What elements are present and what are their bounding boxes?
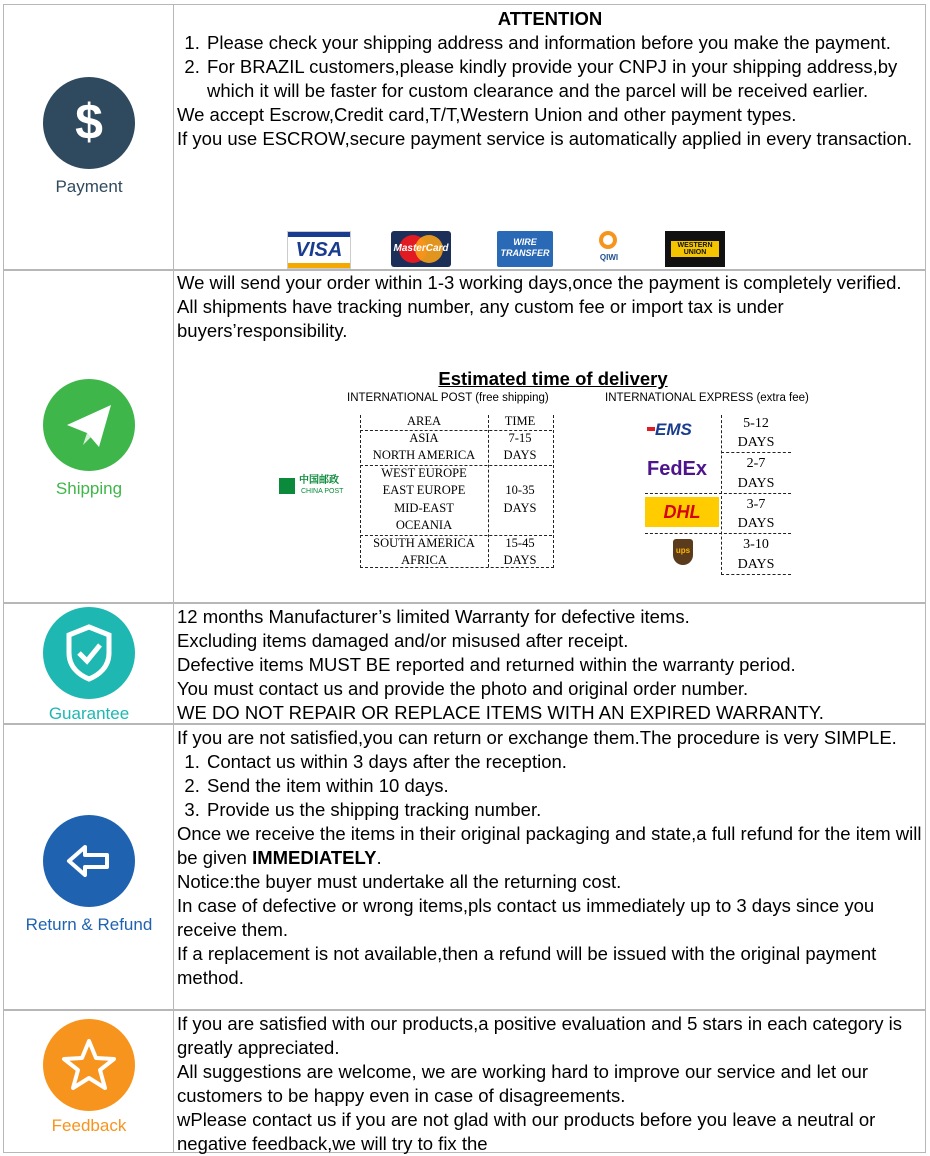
list-item: 3. Provide us the shipping tracking number. [205,798,925,822]
feedback-text: wPlease contact us if you are not glad with our products before you leave a neutral or negative feedback,we will try to fix the [177,1109,876,1154]
refund-defective: In case of defective or wrong items,pls contact us immediately up to 3 days since you receive them. [177,895,875,940]
express-table [645,415,791,575]
feedback-text: All suggestions are welcome, we are working hard to improve our service and let our customers to be happy even in case of disagreements. [177,1061,868,1106]
paper-plane-icon [43,379,135,471]
list-item: 2. For BRAZIL customers,please kindly provide your CNPJ in your shipping address,by which it will be faster for custom clearance and the parcel will be received earlier. [205,55,925,103]
feedback-row [3,1010,926,1153]
qiwi-logo: QIWI [589,231,629,267]
dhl-logo: DHL [645,497,719,527]
payment-row [3,4,926,270]
area-cell: SOUTH AMERICA [373,536,475,550]
visa-logo: VISA [287,231,351,269]
return-arrow-icon [43,815,135,907]
payment-logos [175,229,925,271]
payment-list [175,31,925,103]
refund-replacement: If a replacement is not available,then a refund will be issued with the original payment method. [177,943,877,988]
refund-notice: Notice:the buyer must undertake all the returning cost. [177,871,622,892]
post-header: INTERNATIONAL POST (free shipping) [347,392,549,404]
area-cell: NORTH AMERICA [372,448,476,462]
area-cell: MID-EAST [394,501,454,515]
refund-content [175,725,925,1010]
refund-policy: Once we receive the items in their original packaging and state,a full refund for the item will be given IMMEDIATELY. [177,823,922,868]
area-cell: ASIA [409,431,439,445]
list-item: 1. Please check your shipping address and information before you make the payment. [205,31,925,55]
time-cell: DAYS [737,557,775,572]
guarantee-row [3,603,926,724]
time-header: TIME [504,414,536,428]
warranty-line: Excluding items damaged and/or misused after receipt. [177,630,629,651]
china-post-logo: 中国邮政 CHINA POST [279,475,359,501]
express-header: INTERNATIONAL EXPRESS (extra fee) [605,392,809,404]
feedback-content [175,1011,925,1153]
shipping-label: Shipping [55,479,123,498]
list-item: 1. Contact us within 3 days after the reception. [205,750,925,774]
area-cell: WEST EUROPE [381,466,467,480]
payment-label: Payment [55,177,123,196]
warranty-line: You must contact us and provide the photo and original order number. [177,678,749,699]
time-cell: 2-7 [746,456,766,471]
ups-logo: ups [673,539,693,565]
payment-cell-left [4,5,174,269]
time-cell: DAYS [737,476,775,491]
time-cell: 5-12 [743,416,769,431]
warranty-line: WE DO NOT REPAIR OR REPLACE ITEMS WITH AN EXPIRED WARRANTY. [177,702,824,723]
refund-intro: If you are not satisfied,you can return or exchange them.The procedure is very SIMPLE. [177,727,897,748]
list-item: 2. Send the item within 10 days. [205,774,925,798]
ems-logo: EMS [647,419,719,441]
guarantee-content [175,604,925,724]
attention-heading: ATTENTION [497,8,603,29]
time-cell: DAYS [503,501,537,515]
time-cell: 3-10 [743,537,769,552]
time-cell: DAYS [737,435,775,450]
china-post-icon [279,478,295,494]
guarantee-cell-left [4,604,174,723]
tracking-text: All shipments have tracking number, any custom fee or import tax is under buyers’responsibility. [177,296,784,341]
shield-check-icon [43,607,135,699]
dollar-icon [43,77,135,169]
time-cell: DAYS [503,448,537,462]
shipping-row [3,270,926,603]
area-cell: OCEANIA [395,518,453,532]
star-icon [43,1019,135,1111]
refund-cell-left [4,725,174,1009]
area-cell: AFRICA [401,553,447,567]
time-cell: 7-15 [508,431,532,445]
area-header: AREA [406,414,442,428]
feedback-cell-left [4,1011,174,1152]
time-cell: 15-45 [505,536,535,550]
payment-content [175,5,925,269]
feedback-text: If you are satisfied with our products,a positive evaluation and 5 stars in each category is greatly appreciated. [177,1013,902,1058]
shipping-content [175,271,925,602]
fedex-logo: FedEx [647,458,708,480]
time-cell: 3-7 [746,497,766,512]
warranty-line: 12 months Manufacturer’s limited Warranty for defective items. [177,606,690,627]
wire-transfer-logo: WIRE TRANSFER [497,231,553,267]
area-cell: EAST EUROPE [382,483,466,497]
shipping-cell-left [4,271,174,602]
feedback-label: Feedback [51,1116,127,1135]
guarantee-label: Guarantee [48,704,130,723]
warranty-line: Defective items MUST BE reported and returned within the warranty period. [177,654,796,675]
payment-types-text: We accept Escrow,Credit card,T/T,Western Union and other payment types. [177,104,797,125]
post-table [360,415,552,567]
refund-steps [175,750,925,822]
mastercard-logo: MasterCard [391,231,451,267]
time-cell: 10-35 [505,483,535,497]
refund-row [3,724,926,1010]
western-union-logo: WESTERN UNION [665,231,725,267]
escrow-text: If you use ESCROW,secure payment service is automatically applied in every transaction. [177,128,913,149]
time-cell: DAYS [503,553,537,567]
shipping-time-text: We will send your order within 1-3 working days,once the payment is completely verified. [177,272,902,293]
time-cell: DAYS [737,516,775,531]
delivery-title: Estimated time of delivery [438,368,668,389]
svg-text:$: $ [75,94,103,150]
refund-label: Return & Refund [25,915,153,934]
